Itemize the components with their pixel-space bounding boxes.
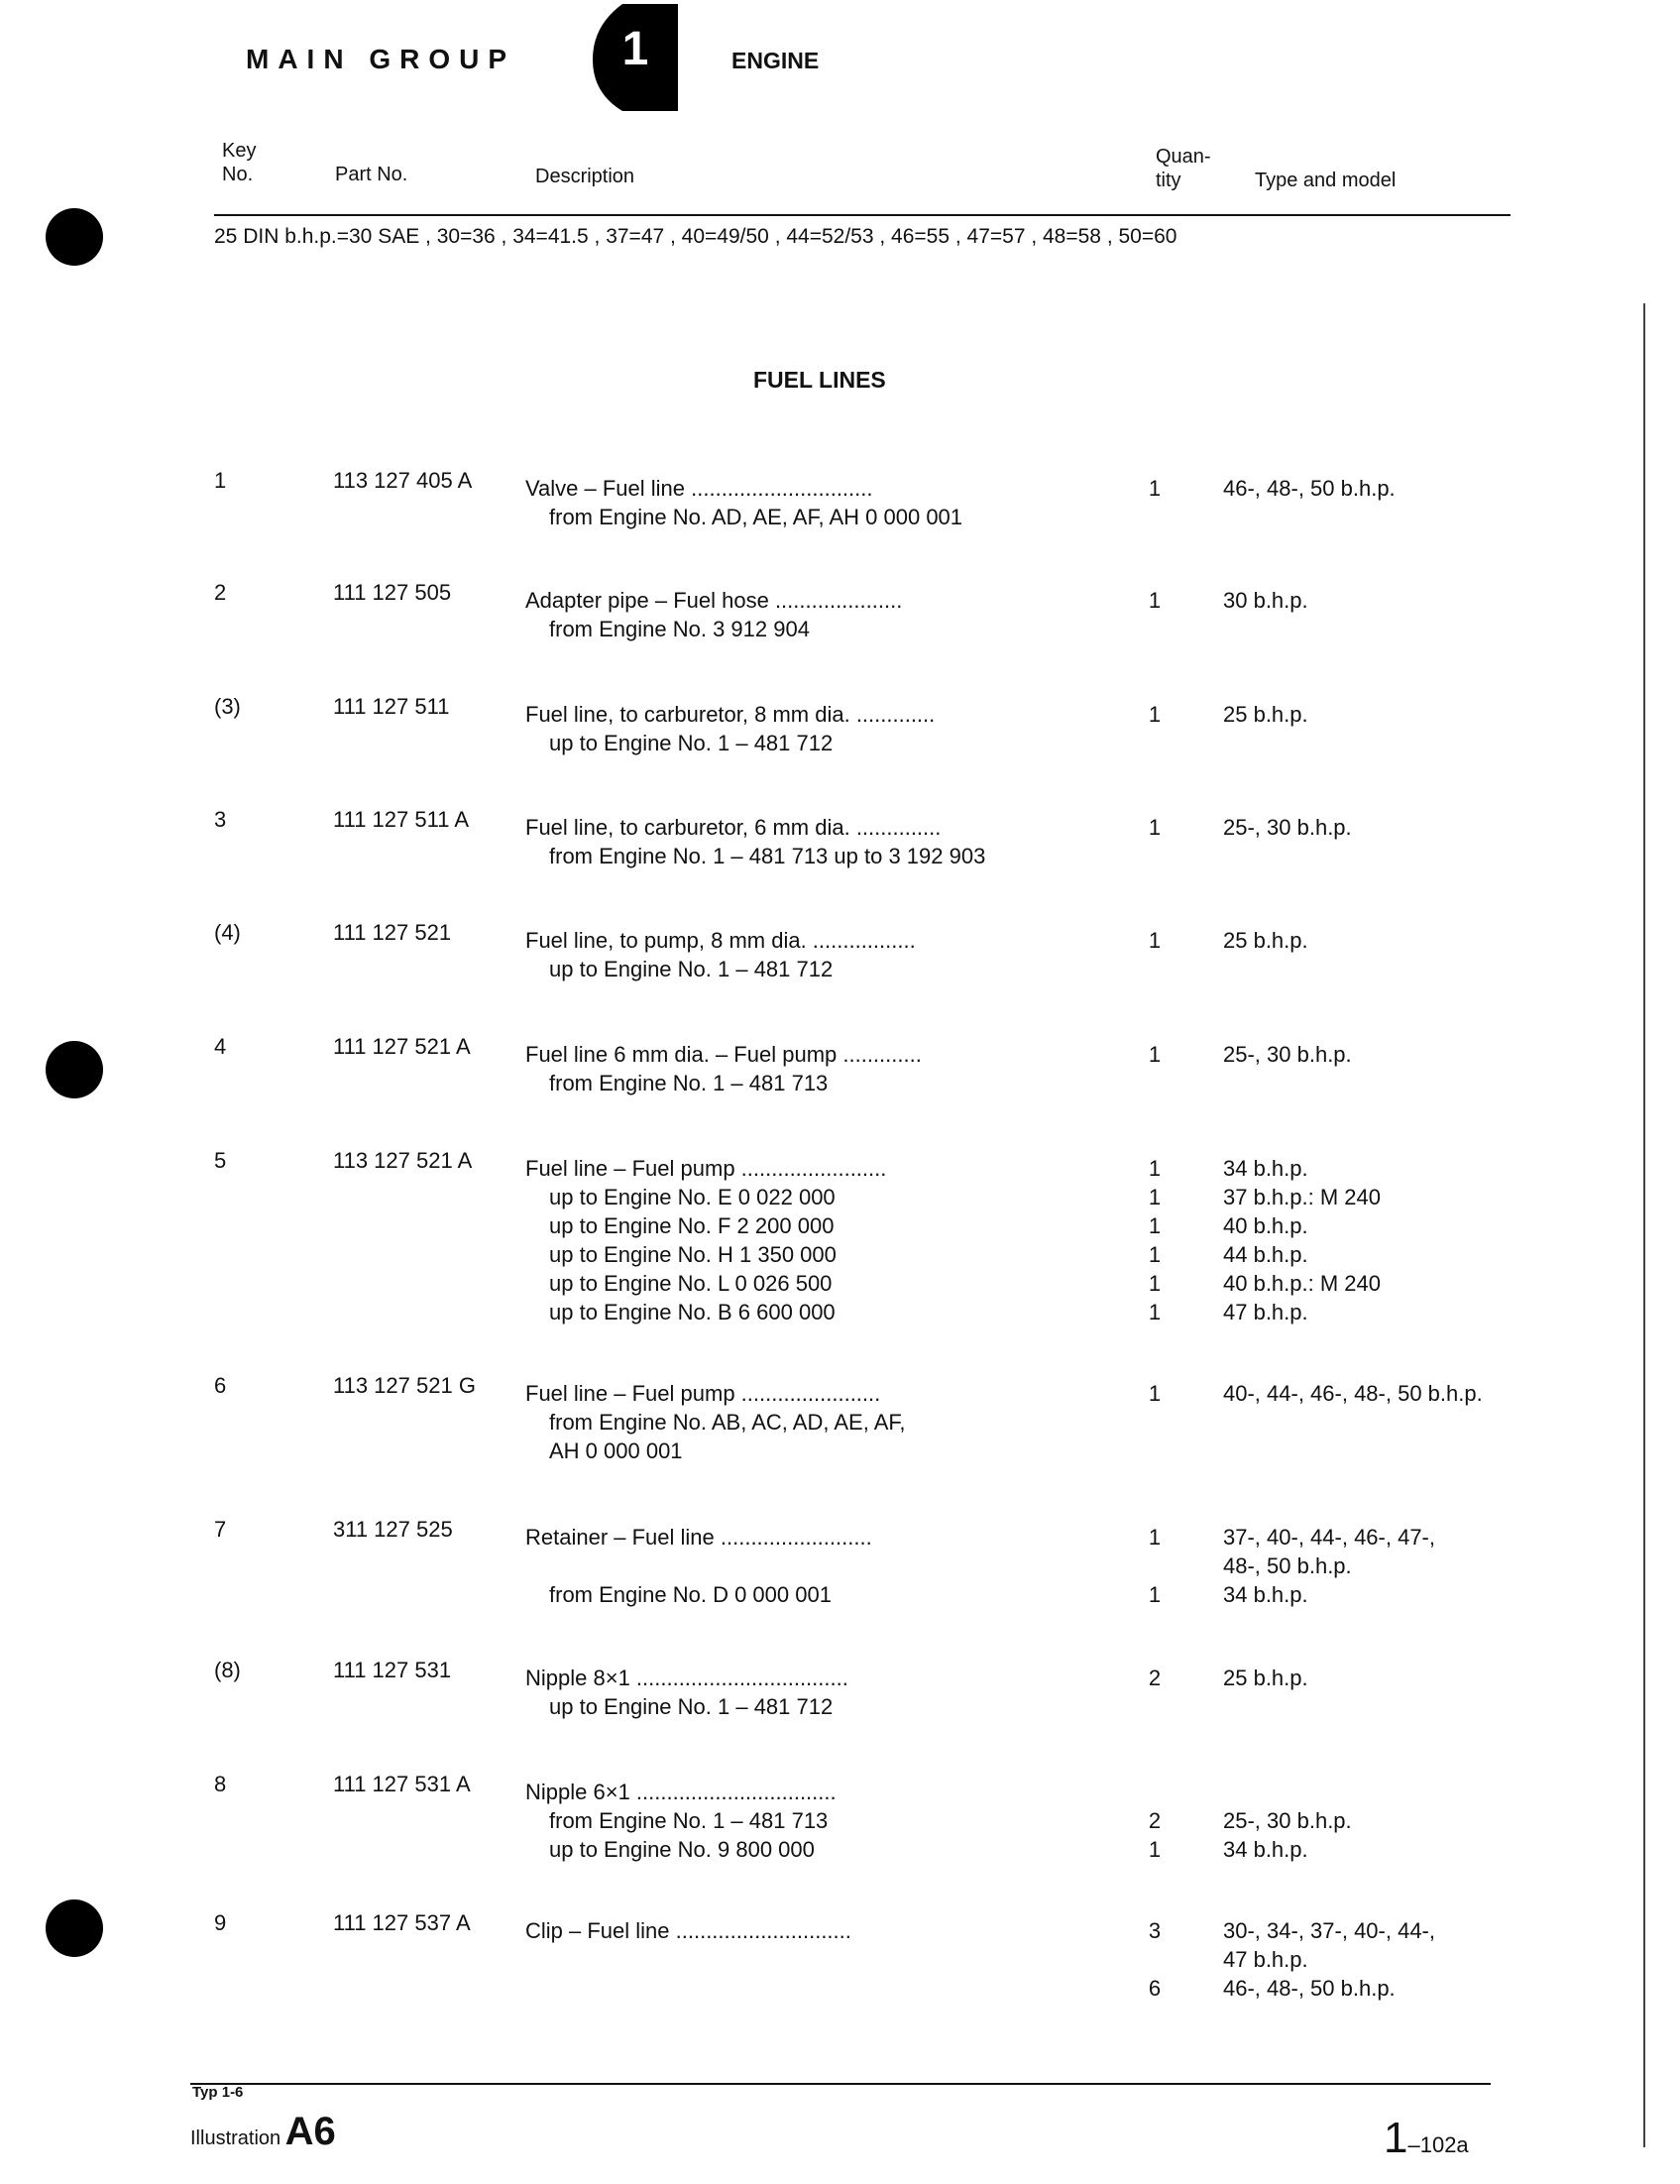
type-model: 25 b.h.p. — [1223, 702, 1308, 727]
section-heading: FUEL LINES — [753, 367, 886, 393]
part-line — [525, 588, 1536, 617]
part-lines — [525, 1156, 1536, 1328]
type-model: 44 b.h.p. — [1223, 1242, 1308, 1267]
key-number: 6 — [214, 1373, 227, 1398]
part-line — [525, 1381, 1536, 1410]
description: from Engine No. 1 – 481 713 — [549, 1071, 829, 1095]
part-lines — [525, 928, 1536, 985]
key-number: (8) — [214, 1658, 241, 1682]
part-line — [525, 1271, 1536, 1300]
quantity: 1 — [1148, 1300, 1162, 1324]
part-number: 111 127 511 A — [333, 807, 470, 832]
part-number: 311 127 525 — [333, 1517, 453, 1542]
quantity: 1 — [1148, 1271, 1162, 1296]
part-line — [525, 1300, 1536, 1328]
punch-hole — [46, 1041, 103, 1098]
quantity: 1 — [1148, 1525, 1162, 1550]
type-model: 34 b.h.p. — [1223, 1837, 1308, 1862]
type-model: 34 b.h.p. — [1223, 1156, 1308, 1181]
description: AH 0 000 001 — [549, 1438, 683, 1463]
part-number: 111 127 505 — [333, 580, 452, 605]
part-lines — [525, 1381, 1536, 1467]
part-number: 113 127 521 G — [333, 1373, 476, 1398]
description: from Engine No. AD, AE, AF, AH 0 000 001 — [549, 505, 963, 529]
key-number: 1 — [214, 468, 227, 493]
quantity: 1 — [1148, 1156, 1162, 1181]
part-line — [525, 1553, 1536, 1582]
part-line — [525, 1808, 1536, 1837]
part-line — [525, 1666, 1536, 1694]
quantity: 2 — [1148, 1808, 1162, 1833]
quantity: 1 — [1148, 1213, 1162, 1238]
punch-hole — [46, 208, 103, 266]
quantity: 1 — [1148, 1185, 1162, 1209]
header-rule — [214, 214, 1511, 216]
type-model: 25-, 30 b.h.p. — [1223, 1808, 1352, 1833]
description: up to Engine No. L 0 026 500 — [549, 1271, 833, 1296]
description: Adapter pipe – Fuel hose ..................... — [525, 588, 903, 613]
part-line — [525, 476, 1536, 505]
description: from Engine No. 3 912 904 — [549, 617, 810, 641]
part-line — [525, 1156, 1536, 1185]
key-number: 2 — [214, 580, 227, 605]
key-number: 4 — [214, 1034, 227, 1059]
type-model: 37 b.h.p.: M 240 — [1223, 1185, 1381, 1209]
part-line — [525, 1042, 1536, 1071]
part-number: 111 127 521 A — [333, 1034, 471, 1059]
margin-line — [1643, 303, 1645, 2147]
illustration-label: Illustration — [190, 2127, 281, 2149]
type-model: 30-, 34-, 37-, 40-, 44-, — [1223, 1918, 1435, 1943]
illustration-ref — [190, 2110, 336, 2154]
description: from Engine No. 1 – 481 713 up to 3 192 903 — [549, 844, 986, 868]
type-model: 37-, 40-, 44-, 46-, 47-, — [1223, 1525, 1435, 1550]
description: Fuel line – Fuel pump ........................ — [525, 1156, 887, 1181]
page-number — [1384, 2114, 1469, 2163]
quantity: 3 — [1148, 1918, 1162, 1943]
part-line — [525, 1410, 1536, 1438]
part-line — [525, 1438, 1536, 1467]
part-number: 111 127 531 — [333, 1658, 452, 1682]
description: from Engine No. 1 – 481 713 — [549, 1808, 829, 1833]
description: Nipple 6×1 ................................. — [525, 1780, 837, 1804]
type-model: 47 b.h.p. — [1223, 1947, 1308, 1972]
description: up to Engine No. 9 800 000 — [549, 1837, 815, 1862]
part-line — [525, 505, 1536, 533]
illustration-code: A6 — [284, 2110, 336, 2153]
part-line — [525, 1780, 1536, 1808]
section-title: ENGINE — [731, 48, 820, 73]
description: Fuel line, to carburetor, 6 mm dia. .............. — [525, 815, 942, 840]
description: Retainer – Fuel line ......................... — [525, 1525, 872, 1550]
part-line — [525, 1918, 1536, 1947]
quantity: 1 — [1148, 1582, 1162, 1607]
part-lines — [525, 1042, 1536, 1099]
key-number: (4) — [214, 920, 241, 945]
description: up to Engine No. F 2 200 000 — [549, 1213, 835, 1238]
footer-rule — [190, 2083, 1491, 2085]
part-line — [525, 1976, 1536, 2005]
type-model: 25-, 30 b.h.p. — [1223, 1042, 1352, 1067]
key-number: 3 — [214, 807, 227, 832]
part-line — [525, 1837, 1536, 1866]
part-line — [525, 1947, 1536, 1976]
description: up to Engine No. 1 – 481 712 — [549, 731, 834, 755]
type-model: 46-, 48-, 50 b.h.p. — [1223, 476, 1396, 501]
description: Fuel line, to carburetor, 8 mm dia. ............. — [525, 702, 936, 727]
part-line — [525, 1694, 1536, 1723]
part-number: 113 127 405 A — [333, 468, 473, 493]
conversion-line: 25 DIN b.h.p.=30 SAE , 30=36 , 34=41.5 , 37=47 , 40=49/50 , 44=52/53 , 46=55 , 47=57 , 48=58 , 50=60 — [214, 225, 1177, 248]
part-line — [525, 1525, 1536, 1553]
description: up to Engine No. 1 – 481 712 — [549, 957, 834, 981]
type-model: 25-, 30 b.h.p. — [1223, 815, 1352, 840]
quantity: 1 — [1148, 1242, 1162, 1267]
part-lines — [525, 588, 1536, 645]
group-number-badge — [593, 4, 678, 111]
part-line — [525, 731, 1536, 759]
description: Nipple 8×1 ................................... — [525, 1666, 848, 1690]
part-lines — [525, 815, 1536, 872]
part-number: 113 127 521 A — [333, 1148, 473, 1173]
part-line — [525, 1242, 1536, 1271]
part-line — [525, 815, 1536, 844]
part-line — [525, 928, 1536, 957]
part-lines — [525, 702, 1536, 759]
type-model: 40-, 44-, 46-, 48-, 50 b.h.p. — [1223, 1381, 1483, 1406]
part-lines — [525, 476, 1536, 533]
quantity: 1 — [1148, 702, 1162, 727]
quantity: 1 — [1148, 1042, 1162, 1067]
part-number: 111 127 521 — [333, 920, 452, 945]
part-line — [525, 1071, 1536, 1099]
part-line — [525, 844, 1536, 872]
description: Clip – Fuel line ............................. — [525, 1918, 851, 1943]
part-line — [525, 1185, 1536, 1213]
description: Fuel line 6 mm dia. – Fuel pump ............. — [525, 1042, 922, 1067]
type-model: 40 b.h.p.: M 240 — [1223, 1271, 1381, 1296]
part-number: 111 127 511 — [333, 694, 450, 719]
description: Valve – Fuel line .............................. — [525, 476, 873, 501]
description: from Engine No. AB, AC, AD, AE, AF, — [549, 1410, 906, 1435]
description: up to Engine No. E 0 022 000 — [549, 1185, 836, 1209]
column-description: Description — [535, 166, 635, 187]
type-model: 25 b.h.p. — [1223, 1666, 1308, 1690]
part-line — [525, 1213, 1536, 1242]
key-number: (3) — [214, 694, 241, 719]
part-lines — [525, 1780, 1536, 1866]
description: from Engine No. D 0 000 001 — [549, 1582, 832, 1607]
part-lines — [525, 1666, 1536, 1723]
quantity: 1 — [1148, 476, 1162, 501]
description: up to Engine No. H 1 350 000 — [549, 1242, 837, 1267]
type-model: 46-, 48-, 50 b.h.p. — [1223, 1976, 1396, 2001]
main-group-label: MAIN GROUP — [246, 44, 515, 74]
punch-hole — [46, 1899, 103, 1957]
part-line — [525, 1582, 1536, 1611]
footer-typ: Typ 1-6 — [192, 2084, 244, 2101]
type-model: 40 b.h.p. — [1223, 1213, 1308, 1238]
group-number: 1 — [621, 23, 649, 75]
column-key-no: Key No. — [222, 140, 257, 185]
key-number: 7 — [214, 1517, 227, 1542]
part-line — [525, 957, 1536, 985]
quantity: 1 — [1148, 588, 1162, 613]
column-part-no: Part No. — [335, 164, 408, 185]
type-model: 25 b.h.p. — [1223, 928, 1308, 953]
column-quantity: Quan- tity — [1156, 146, 1211, 191]
part-line — [525, 617, 1536, 645]
description: up to Engine No. B 6 600 000 — [549, 1300, 836, 1324]
type-model: 47 b.h.p. — [1223, 1300, 1308, 1324]
part-lines — [525, 1525, 1536, 1611]
page-number-sub: –102a — [1407, 2132, 1469, 2157]
key-number: 9 — [214, 1910, 227, 1935]
description: Fuel line – Fuel pump ....................... — [525, 1381, 881, 1406]
part-line — [525, 702, 1536, 731]
page-number-main: 1 — [1384, 2114, 1408, 2162]
quantity: 1 — [1148, 815, 1162, 840]
part-number: 111 127 531 A — [333, 1772, 471, 1796]
type-model: 48-, 50 b.h.p. — [1223, 1553, 1352, 1578]
type-model: 34 b.h.p. — [1223, 1582, 1308, 1607]
part-lines — [525, 1918, 1536, 2005]
part-number: 111 127 537 A — [333, 1910, 471, 1935]
quantity: 1 — [1148, 1381, 1162, 1406]
column-type-model: Type and model — [1255, 170, 1397, 191]
key-number: 8 — [214, 1772, 227, 1796]
quantity: 1 — [1148, 1837, 1162, 1862]
quantity: 2 — [1148, 1666, 1162, 1690]
description: Fuel line, to pump, 8 mm dia. ................. — [525, 928, 916, 953]
type-model: 30 b.h.p. — [1223, 588, 1308, 613]
description: up to Engine No. 1 – 481 712 — [549, 1694, 834, 1719]
key-number: 5 — [214, 1148, 227, 1173]
quantity: 1 — [1148, 928, 1162, 953]
quantity: 6 — [1148, 1976, 1162, 2001]
